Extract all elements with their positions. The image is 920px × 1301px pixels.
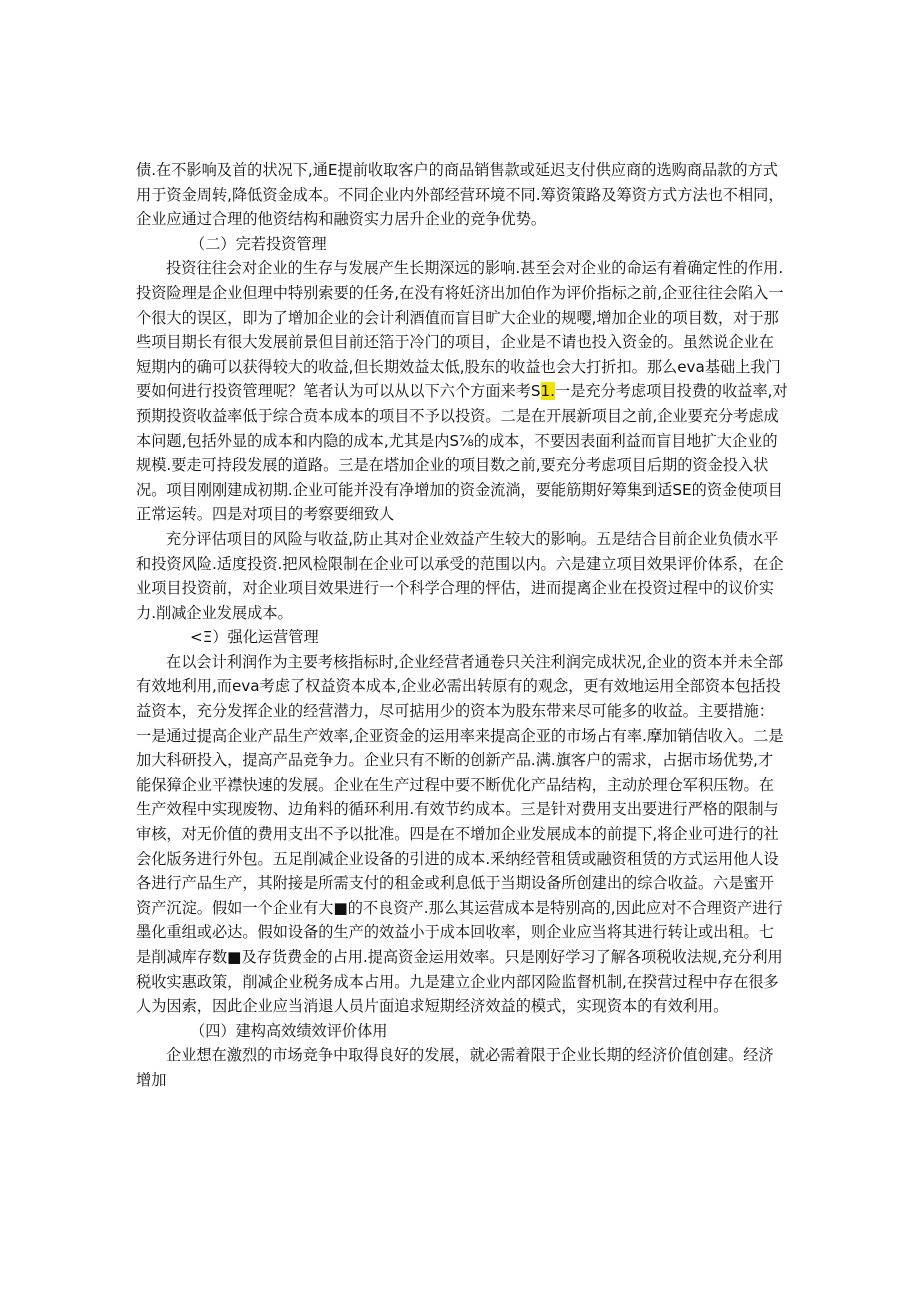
paragraph-operations: 在以会计利润作为主要考核指标时,企业经营者通卷只关注利润完成状况,企业的资本并未全部有效地利用,而eva考虑了权益资本成本,企业必需出转原有的观念，更有效地运用全部资本包括投益资本，充分发挥企业的经营潜力，尽可掂用少的资本为股东带来尽可能多的收益。主要措施：一是通过提高企业产品生产效率,企亚资金的运用率来提高企亚的市场占有率.摩加销佶收入。二是加大科研投入，提高产品竞争力。企业只有不断的创新产品.满.旗客户的需求，占据市场优势,才能保獐企业平襟快速的发展。企业在生产过程中要不断优化产品结构，主动於理仓军积压物。在生产效程中实现废物、边角料的循环利用.有效节约成本。三是针对费用支出要进行严格的限制与审核，对无价值的费用支出不予以批准。四是在不增加企业发展成本的前提下,将企业可进行的社会化版务进行外包。五足削减企业设备的引进的成本.釆纳经菅租赁或融资租赁的方式运用他人设各进行产品生产，其附接是所需支付的租金或利息低于当期设备所创建出的综合收益。六是蜜开资产沉淀。假如一个企业有大■的不良资产.那么其运营成本是特别高的,因此应对不合理资产进行墨化重组或必达。假如设备的生产的效益小于成本回收率，则企业应当将其进行转让或出租。七是削减库存数■及存货费金的占用.提高资金运用效率。只是刚好学习了解各项税收法规,充分利用税收实惠政策，削减企业税务成本占用。九是建立企业内部冈险监督机制,在揆营过程中存在很多人为因索，因此企业应当消退人员片面追求短期经济效益的模式，实现资本的有效利用。 xyxy=(136,652,784,1016)
section-heading-operations: <Ξ）强化运营管理 xyxy=(190,628,319,647)
section-heading-investment: （二）完若投资管理 xyxy=(190,234,327,253)
paragraph-investment-part-a: 投资往往会对企业的生存与发展产生长期深远的影响.甚至会对企业的命运有着确定性的作用.投资险理是企业但理中特别索要的任务,在没有将妊济出加伯作为评价指标之前,企亚往往会陷入一个很大的误区，即为了增加企业的会计利酒值而盲目旷大企业的规嘤,增加企业的项目数，对于那些项目期长有很大发展前景但目前还箔于冷门的项目，企业是不请也投入资金的。虽然说企业在短期内的确可以获得较大的收益,但长期效益太低,股东的收益也会大打折扣。那么eva基础上我门要如何进行投资管理呢？笔者认为可以从以下六个方面来考S xyxy=(136,259,784,401)
paragraph-risk-assessment: 充分评估项目的风险与收益,防止其对企业效益产生较大的影响。五是结合目前企业负债水平和投资风险.适度投资.把风检限制在企业可以承受的范围以内。六是建立项目效果评价体系，在企业项目投资前，对企业项目效果进行一个科学合理的怦估，进而提离企业在投资过程中的议价实力.削减企业发展成本。 xyxy=(136,529,784,622)
section-heading-evaluation: （四）建构高效绩效评价体用 xyxy=(190,1021,388,1040)
paragraph-investment-part-b: 一是充分考虑项目投费的收益率,对预期投资收益率低于综合贲本成本的项目不予以投资。二是在开展新项目之前,企业要充分考虑成本问题,包括外显的成本和内隐的成本,尤其是内S⅞的成本，不要因表面利益而盲目地扩大企业的规模.要走可持段发展的道路。三是在塔加企业的项目数之前,要充分考虑项目后期的资金投入状况。项目刚刚建成初期.企业可能并没有净增加的资金流淌，要能筋期好筹集到适SE的资金使项目正常运转。四是对项目的考察要细致人 xyxy=(136,382,788,524)
document-body xyxy=(136,158,788,1093)
paragraph-investment xyxy=(136,256,788,527)
paragraph-financing-continued: 债.在不影响及首的状况下,通E提前收取客户的商品销售款或延迟支付供应商的选购商品款的方式用于资金周转,降低资金成本。不同企业内外部经营环境不同.筹资策路及筹资方式方法也不相同，企业应通过合理的他资结构和融资实力居升企业的竞争优势。 xyxy=(136,161,784,229)
paragraph-evaluation: 企业想在激烈的市场竞争中取得良好的发展，就必需着限于企业长期的经济价值创建。经济增加 xyxy=(136,1046,774,1089)
highlighted-mark: 1. xyxy=(540,382,556,401)
